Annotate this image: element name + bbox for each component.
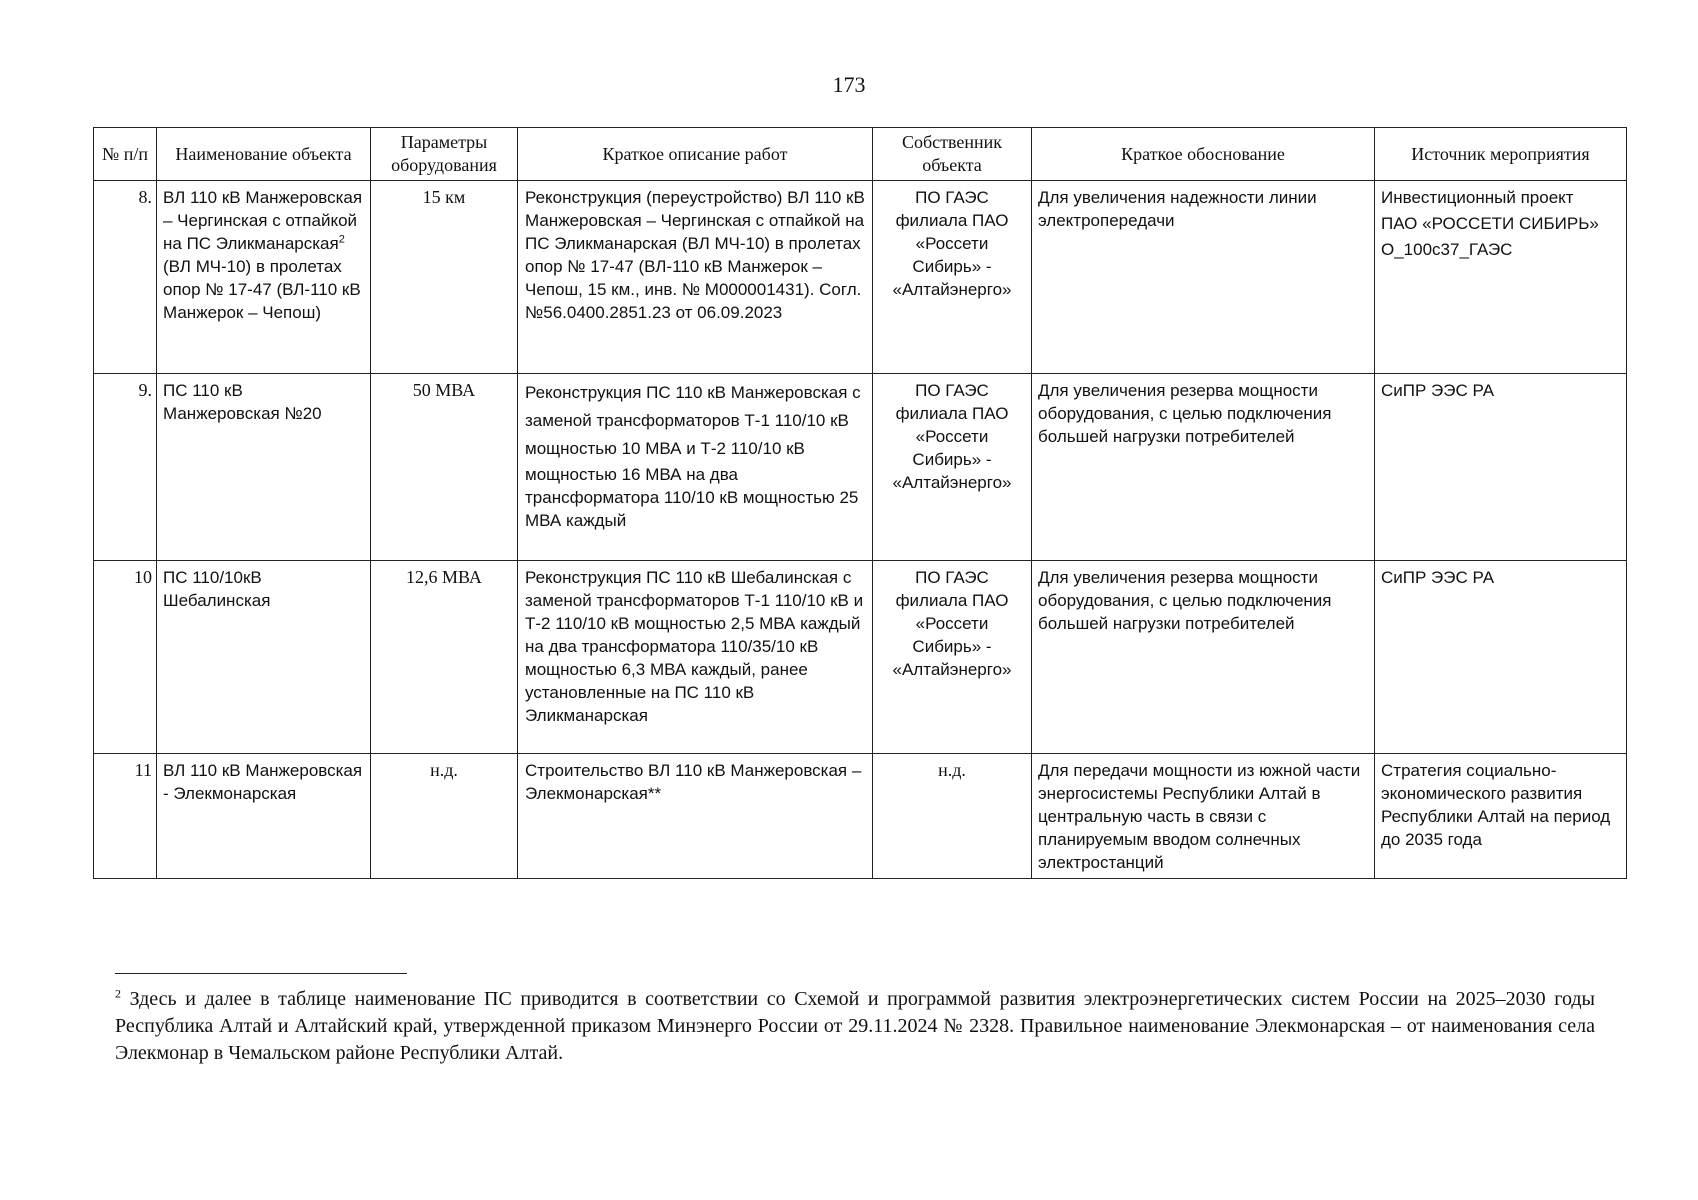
source-line: ПАО «РОССЕТИ СИБИРЬ» (1381, 214, 1599, 233)
footnote-ref: 2 (338, 233, 345, 246)
page-number: 173 (832, 72, 866, 97)
work-description-part: Реконструкция ПС 110 кВ Манжеровская с заменой трансформаторов Т-1 110/10 кВ мощностью 10 МВА и Т-2 110/10 кВ (525, 383, 861, 458)
work-description: Строительство ВЛ 110 кВ Манжеровская – Элекмонарская** (518, 754, 873, 879)
object-owner: ПО ГАЭС филиала ПАО «Россети Сибирь» - «Алтайэнерго» (873, 374, 1032, 561)
table-header-row (94, 128, 1627, 181)
work-description: Реконструкция ПС 110 кВ Шебалинская с заменой трансформаторов Т-1 110/10 кВ и Т-2 110/10 кВ мощностью 2,5 МВА каждый на два трансформатора 110/35/10 кВ мощностью 6,3 МВА каждый, ранее установленные на ПС 110 кВ Эликманарская (518, 561, 873, 754)
equipment-params: н.д. (371, 754, 518, 879)
row-number: 11 (94, 754, 157, 879)
object-name-rest: (ВЛ МЧ-10) в пролетах опор № 17-47 (ВЛ-110 кВ Манжерок – Чепош) (163, 257, 361, 322)
work-description-part: мощностью 16 МВА на два трансформатора 110/10 кВ мощностью 25 МВА каждый (525, 465, 859, 530)
justification: Для увеличения надежности линии электропередачи (1032, 181, 1375, 374)
header-name: Наименование объекта (157, 128, 371, 181)
object-owner: ПО ГАЭС филиала ПАО «Россети Сибирь» - «Алтайэнерго» (873, 181, 1032, 374)
source-line: Инвестиционный проект (1381, 188, 1574, 207)
works-table (93, 127, 1627, 879)
header-num: № п/п (94, 128, 157, 181)
equipment-params: 50 МВА (371, 374, 518, 561)
footnote-text: Здесь и далее в таблице наименование ПС приводится в соответствии со Схемой и программой развития электроэнергетических систем России на 2025–2030 годы Республика Алтай и Алтайский край, утвержденной приказом Минэнерго России от 29.11.2024 № 2328. Правильное наименование Элекмонарская – от наименования села Элекмонар в Чемальском районе Республики Алтай. (115, 988, 1595, 1064)
footnote-marker: 2 (115, 986, 121, 1001)
row-number: 8. (94, 181, 157, 374)
header-desc: Краткое описание работ (518, 128, 873, 181)
measure-source: СиПР ЭЭС РА (1375, 561, 1627, 754)
justification: Для увеличения резерва мощности оборудования, с целью подключения большей нагрузки потребителей (1032, 561, 1375, 754)
measure-source: Стратегия социально-экономического развития Республики Алтай на период до 2035 года (1375, 754, 1627, 879)
object-name: ПС 110 кВ Манжеровская №20 (157, 374, 371, 561)
header-reason: Краткое обоснование (1032, 128, 1375, 181)
row-number: 9. (94, 374, 157, 561)
object-name: ВЛ 110 кВ Манжеровская - Элекмонарская (157, 754, 371, 879)
table-row (94, 754, 1627, 879)
object-name-main: ВЛ 110 кВ Манжеровская – Чергинская с отпайкой на ПС Эликманарская (163, 188, 363, 253)
table-row (94, 374, 1627, 561)
object-owner: ПО ГАЭС филиала ПАО «Россети Сибирь» - «Алтайэнерго» (873, 561, 1032, 754)
header-owner: Собственник объекта (873, 128, 1032, 181)
equipment-params: 12,6 МВА (371, 561, 518, 754)
footnote (115, 986, 1595, 1067)
justification: Для передачи мощности из южной части энергосистемы Республики Алтай в центральную часть в связи с планируемым вводом солнечных электростанций (1032, 754, 1375, 879)
table-row (94, 561, 1627, 754)
justification: Для увеличения резерва мощности оборудования, с целью подключения большей нагрузки потребителей (1032, 374, 1375, 561)
work-description: Реконструкция (переустройство) ВЛ 110 кВ Манжеровская – Чергинская с отпайкой на ПС Эликманарская (ВЛ МЧ-10) в пролетах опор № 17-47 (ВЛ-110 кВ Манжерок – Чепош, 15 км., инв. № М000001431). Согл. №56.0400.2851.23 от 06.09.2023 (518, 181, 873, 374)
row-number: 10 (94, 561, 157, 754)
header-params: Параметры оборудования (371, 128, 518, 181)
measure-source: СиПР ЭЭС РА (1375, 374, 1627, 561)
source-line: О_100с37_ГАЭС (1381, 240, 1513, 259)
header-source: Источник мероприятия (1375, 128, 1627, 181)
footnote-divider (115, 973, 407, 974)
object-owner: н.д. (873, 754, 1032, 879)
measure-source (1375, 181, 1627, 374)
table-row (94, 181, 1627, 374)
object-name (157, 181, 371, 374)
equipment-params: 15 км (371, 181, 518, 374)
work-description (518, 374, 873, 561)
object-name: ПС 110/10кВ Шебалинская (157, 561, 371, 754)
